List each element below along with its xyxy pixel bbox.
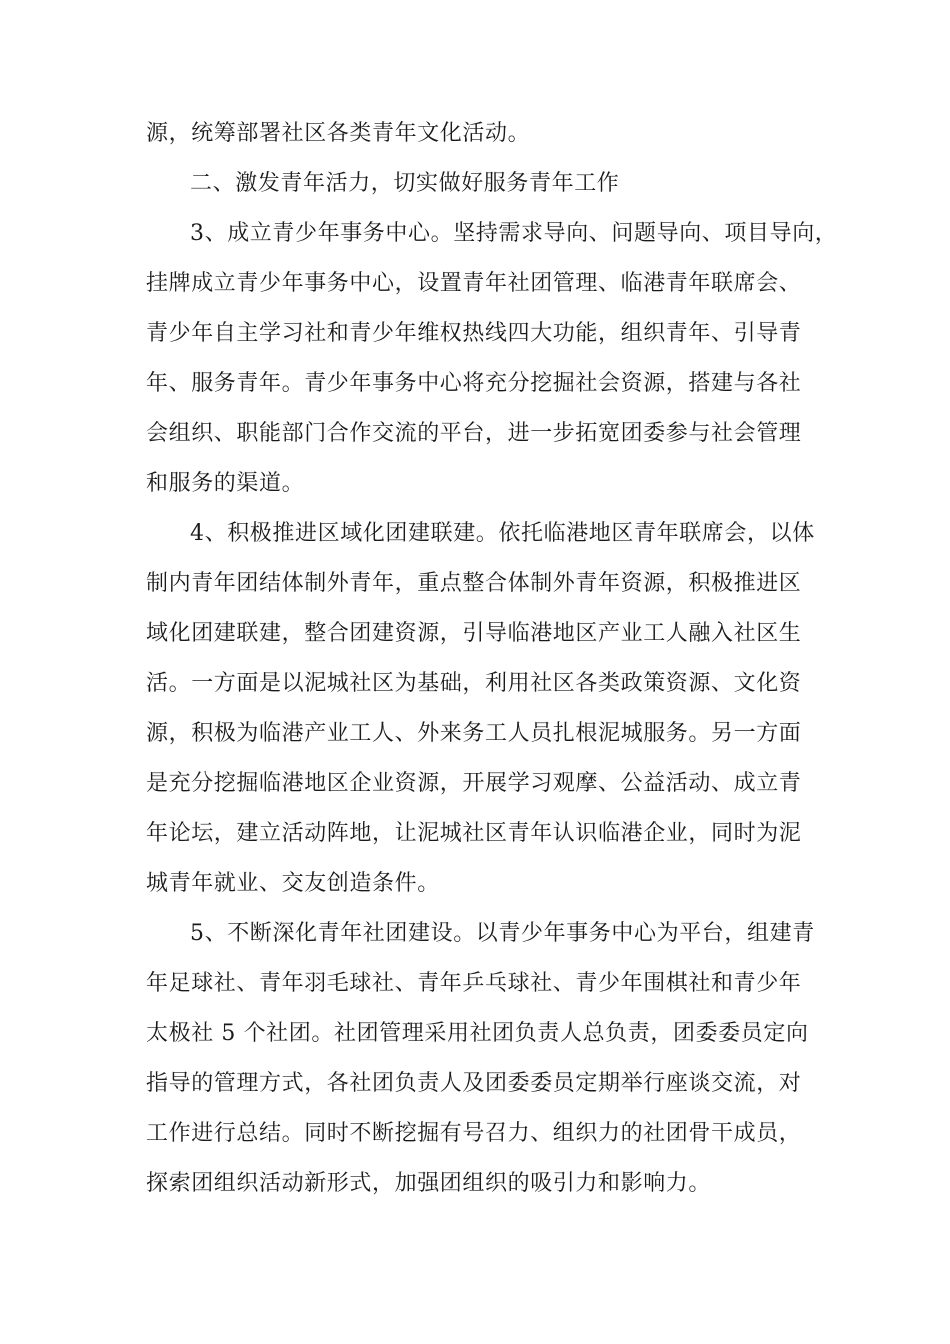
paragraph-line: 3、成立青少年事务中心。坚持需求导向、问题导向、项目导向， <box>190 221 838 246</box>
paragraph-line: 城青年就业、交友创造条件。 <box>146 871 440 896</box>
section-heading: 二、激发青年活力，切实做好服务青年工作 <box>190 171 620 196</box>
paragraph-line: 工作进行总结。同时不断挖掘有号召力、组织力的社团骨干成员， <box>146 1121 802 1146</box>
paragraph-line: 青少年自主学习社和青少年维权热线四大功能，组织青年、引导青 <box>146 321 802 346</box>
paragraph-line: 挂牌成立青少年事务中心，设置青年社团管理、临港青年联席会、 <box>146 271 802 296</box>
paragraph-line: 指导的管理方式，各社团负责人及团委委员定期举行座谈交流，对 <box>146 1071 802 1096</box>
paragraph-line: 年足球社、青年羽毛球社、青年乒乓球社、青少年围棋社和青少年 <box>146 971 802 996</box>
paragraph-line: 和服务的渠道。 <box>146 471 305 496</box>
paragraph-line: 太极社 5 个社团。社团管理采用社团负责人总负责，团委委员定向 <box>146 1021 809 1046</box>
paragraph-line: 源，积极为临港产业工人、外来务工人员扎根泥城服务。另一方面 <box>146 721 802 746</box>
paragraph-line: 域化团建联建，整合团建资源，引导临港地区产业工人融入社区生 <box>146 621 802 646</box>
text-line: 源，统筹部署社区各类青年文化活动。 <box>146 121 531 146</box>
paragraph-line: 活。一方面是以泥城社区为基础，利用社区各类政策资源、文化资 <box>146 671 802 696</box>
paragraph-line: 会组织、职能部门合作交流的平台，进一步拓宽团委参与社会管理 <box>146 421 802 446</box>
paragraph-line: 4、积极推进区域化团建联建。依托临港地区青年联席会，以体 <box>190 521 815 546</box>
paragraph-line: 5、不断深化青年社团建设。以青少年事务中心为平台，组建青 <box>190 921 815 946</box>
paragraph-line: 制内青年团结体制外青年，重点整合体制外青年资源，积极推进区 <box>146 571 802 596</box>
paragraph-line: 探索团组织活动新形式，加强团组织的吸引力和影响力。 <box>146 1171 712 1196</box>
paragraph-line: 是充分挖掘临港地区企业资源，开展学习观摩、公益活动、成立青 <box>146 771 802 796</box>
paragraph-line: 年论坛，建立活动阵地，让泥城社区青年认识临港企业，同时为泥 <box>146 821 802 846</box>
paragraph-line: 年、服务青年。青少年事务中心将充分挖掘社会资源，搭建与各社 <box>146 371 802 396</box>
